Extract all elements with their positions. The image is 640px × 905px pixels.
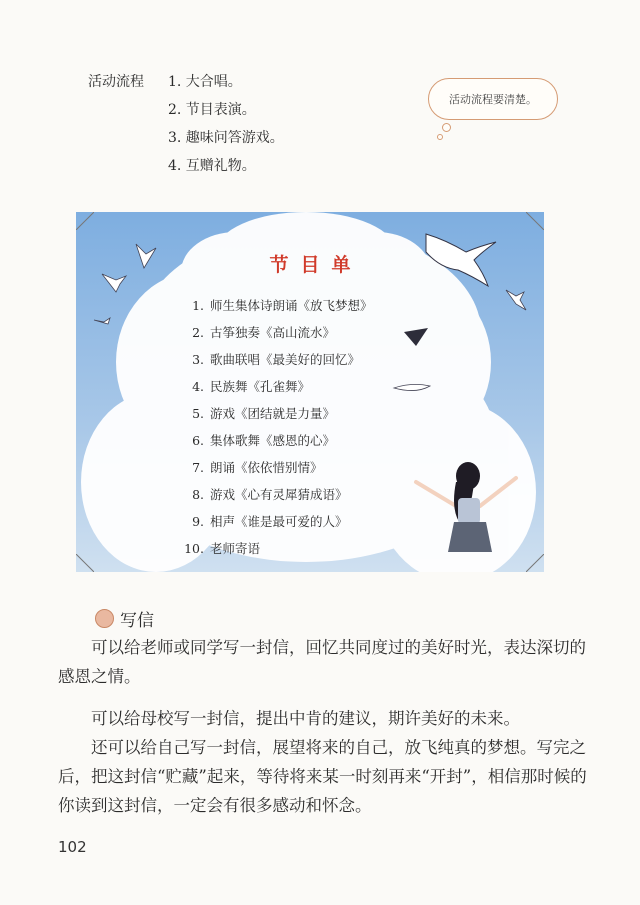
- program-item: [182, 535, 442, 562]
- program-number: 5.: [192, 406, 204, 421]
- bubble-dot: [442, 123, 451, 132]
- program-number: 6.: [192, 433, 204, 448]
- program-text: 歌曲联唱《最美好的回忆》: [210, 352, 361, 367]
- program-item: [182, 454, 442, 481]
- program-list: [182, 292, 442, 562]
- poster-title: 节目单: [269, 254, 363, 276]
- paragraph: [58, 704, 598, 733]
- section-title: 写信: [120, 611, 154, 631]
- program-item: [182, 400, 442, 427]
- program-text: 集体歌舞《感恩的心》: [210, 433, 336, 448]
- program-text: 游戏《团结就是力量》: [210, 406, 336, 421]
- section-heading: [95, 606, 154, 631]
- program-number: 9.: [192, 514, 204, 529]
- process-step: 3. 趣味问答游戏。: [168, 130, 284, 146]
- process-step: 1. 大合唱。: [168, 74, 242, 90]
- process-steps: [168, 68, 388, 180]
- program-item: [182, 346, 442, 373]
- corner-mark: [526, 212, 544, 230]
- program-text: 师生集体诗朗诵《放飞梦想》: [210, 298, 373, 313]
- process-step: 2. 节目表演。: [168, 102, 256, 118]
- program-item: [182, 427, 442, 454]
- program-number: 8.: [192, 487, 204, 502]
- program-item: [182, 481, 442, 508]
- program-number: 10.: [184, 541, 204, 556]
- program-item: [182, 319, 442, 346]
- bubble-text: 活动流程要清楚。: [428, 78, 558, 120]
- paragraph-text: 可以给母校写一封信，提出中肯的建议，期许美好的未来。: [91, 709, 520, 728]
- program-text: 老师寄语: [210, 541, 261, 556]
- program-item: [182, 373, 442, 400]
- thought-bubble: [428, 78, 556, 120]
- corner-mark: [76, 554, 94, 572]
- page-number: 102: [58, 838, 87, 856]
- paragraph: [58, 733, 598, 820]
- paragraph: [58, 633, 598, 691]
- paragraph-text: 可以给老师或同学写一封信，回忆共同度过的美好时光，表达深切的感恩之情。: [58, 638, 586, 686]
- process-label: 活动流程: [88, 74, 144, 90]
- program-number: 4.: [192, 379, 204, 394]
- program-text: 古筝独奏《高山流水》: [210, 325, 336, 340]
- section-icon: [95, 609, 114, 628]
- program-poster: [76, 212, 544, 572]
- program-text: 游戏《心有灵犀猜成语》: [210, 487, 348, 502]
- program-text: 相声《谁是最可爱的人》: [210, 514, 348, 529]
- process-step: 4. 互赠礼物。: [168, 158, 256, 174]
- program-text: 民族舞《孔雀舞》: [210, 379, 311, 394]
- program-text: 朗诵《依依惜别情》: [210, 460, 323, 475]
- program-number: 3.: [192, 352, 204, 367]
- paragraph-text: 还可以给自己写一封信，展望将来的自己，放飞纯真的梦想。写完之后，把这封信“贮藏”起来，等待将来某一时刻再来“开封”，相信那时候的你读到这封信，一定会有很多感动和怀念。: [58, 738, 587, 815]
- corner-mark: [76, 212, 94, 230]
- program-number: 1.: [192, 298, 204, 313]
- corner-mark: [526, 554, 544, 572]
- program-number: 7.: [192, 460, 204, 475]
- program-number: 2.: [192, 325, 204, 340]
- program-item: [182, 508, 442, 535]
- bubble-dot: [437, 134, 443, 140]
- program-item: [182, 292, 442, 319]
